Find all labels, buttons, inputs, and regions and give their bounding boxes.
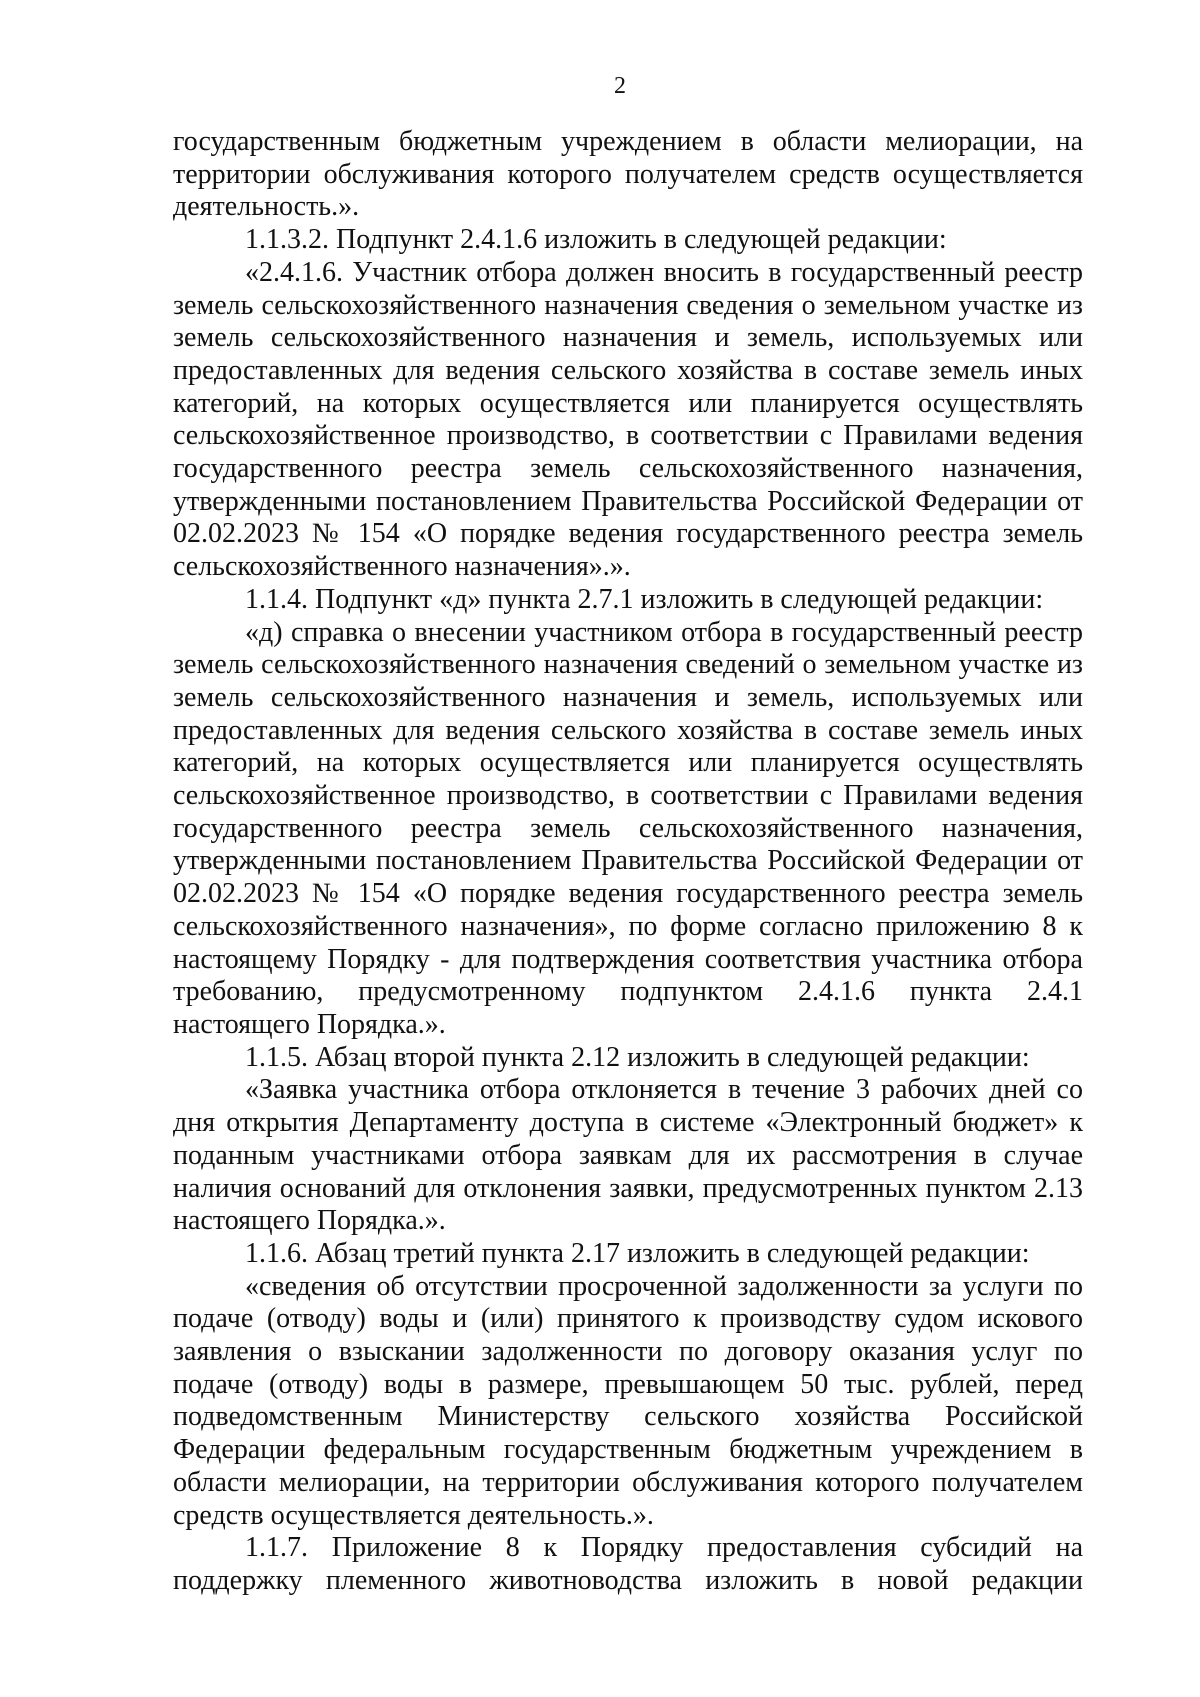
paragraph-continuation: государственным бюджетным учреждением в области мелиорации, на территории обслуживания которого получателем средств осуществляется деятельность.». bbox=[173, 126, 1083, 223]
paragraph-2-4-1-6-text: «2.4.1.6. Участник отбора должен вносить в государственный реестр земель сельскохозяйственного назначения сведения о земельном участке из земель сельскохозяйственного назначения и земель, используемых или предоставленных для ведения сельского хозяйства в составе земель иных категорий, на которых осуществляется или планируется осуществлять сельскохозяйственное производство, в соответствии с Правилами ведения государственного реестра земель сельскохозяйственного назначения, утвержденными постановлением Правительства Российской Федерации от 02.02.2023 № 154 «О порядке ведения государственного реестра земель сельскохозяйственного назначения».». bbox=[173, 256, 1083, 583]
paragraph-application-rejection-text: «Заявка участника отбора отклоняется в течение 3 рабочих дней со дня открытия Департаменту доступа в системе «Электронный бюджет» к поданным участниками отбора заявкам для их рассмотрения в случае наличия оснований для отклонения заявки, предусмотренных пунктом 2.13 настоящего Порядка.». bbox=[173, 1074, 1083, 1237]
paragraph-1-1-5-heading: 1.1.5. Абзац второй пункта 2.12 изложить в следующей редакции: bbox=[245, 1041, 1030, 1073]
page-number: 2 bbox=[614, 73, 626, 99]
paragraph-subitem-d-text: «д) справка о внесении участником отбора в государственный реестр земель сельскохозяйственного назначения сведений о земельном участке из земель сельскохозяйственного назначения и земель, используемых или предоставленных для ведения сельского хозяйства в составе земель иных категорий, на которых осуществляется или планируется осуществлять сельскохозяйственное производство, в соответствии с Правилами ведения государственного реестра земель сельскохозяйственного назначения, утвержденными постановлением Правительства Российской Федерации от 02.02.2023 № 154 «О порядке ведения государственного реестра земель сельскохозяйственного назначения», по форме согласно приложению 8 к настоящему Порядку - для подтверждения соответствия участника отбора требованию, предусмотренному подпунктом 2.4.1.6 пункта 2.4.1 настоящего Порядка.». bbox=[173, 616, 1083, 1040]
paragraph-1-1-7-text: 1.1.7. Приложение 8 к Порядку предоставления субсидий на поддержку племенного животноводства изложить в новой редакции bbox=[173, 1532, 1083, 1596]
paragraph-1-1-3-2-heading: 1.1.3.2. Подпункт 2.4.1.6 изложить в следующей редакции: bbox=[245, 224, 947, 256]
paragraph-1-1-4-heading: 1.1.4. Подпункт «д» пункта 2.7.1 изложить в следующей редакции: bbox=[245, 583, 1044, 615]
paragraph-debt-information-text: «сведения об отсутствии просроченной задолженности за услуги по подаче (отводу) воды и (или) принятого к производству судом искового заявления о взыскании задолженности по договору оказания услуг по подаче (отводу) воды в размере, превышающем 50 тыс. рублей, перед подведомственным Министерству сельского хозяйства Российской Федерации федеральным государственным бюджетным учреждением в области мелиорации, на территории обслуживания которого получателем средств осуществляется деятельность.». bbox=[173, 1270, 1083, 1531]
document-body bbox=[173, 126, 1083, 1598]
paragraph-1-1-6-heading: 1.1.6. Абзац третий пункта 2.17 изложить в следующей редакции: bbox=[245, 1237, 1030, 1269]
